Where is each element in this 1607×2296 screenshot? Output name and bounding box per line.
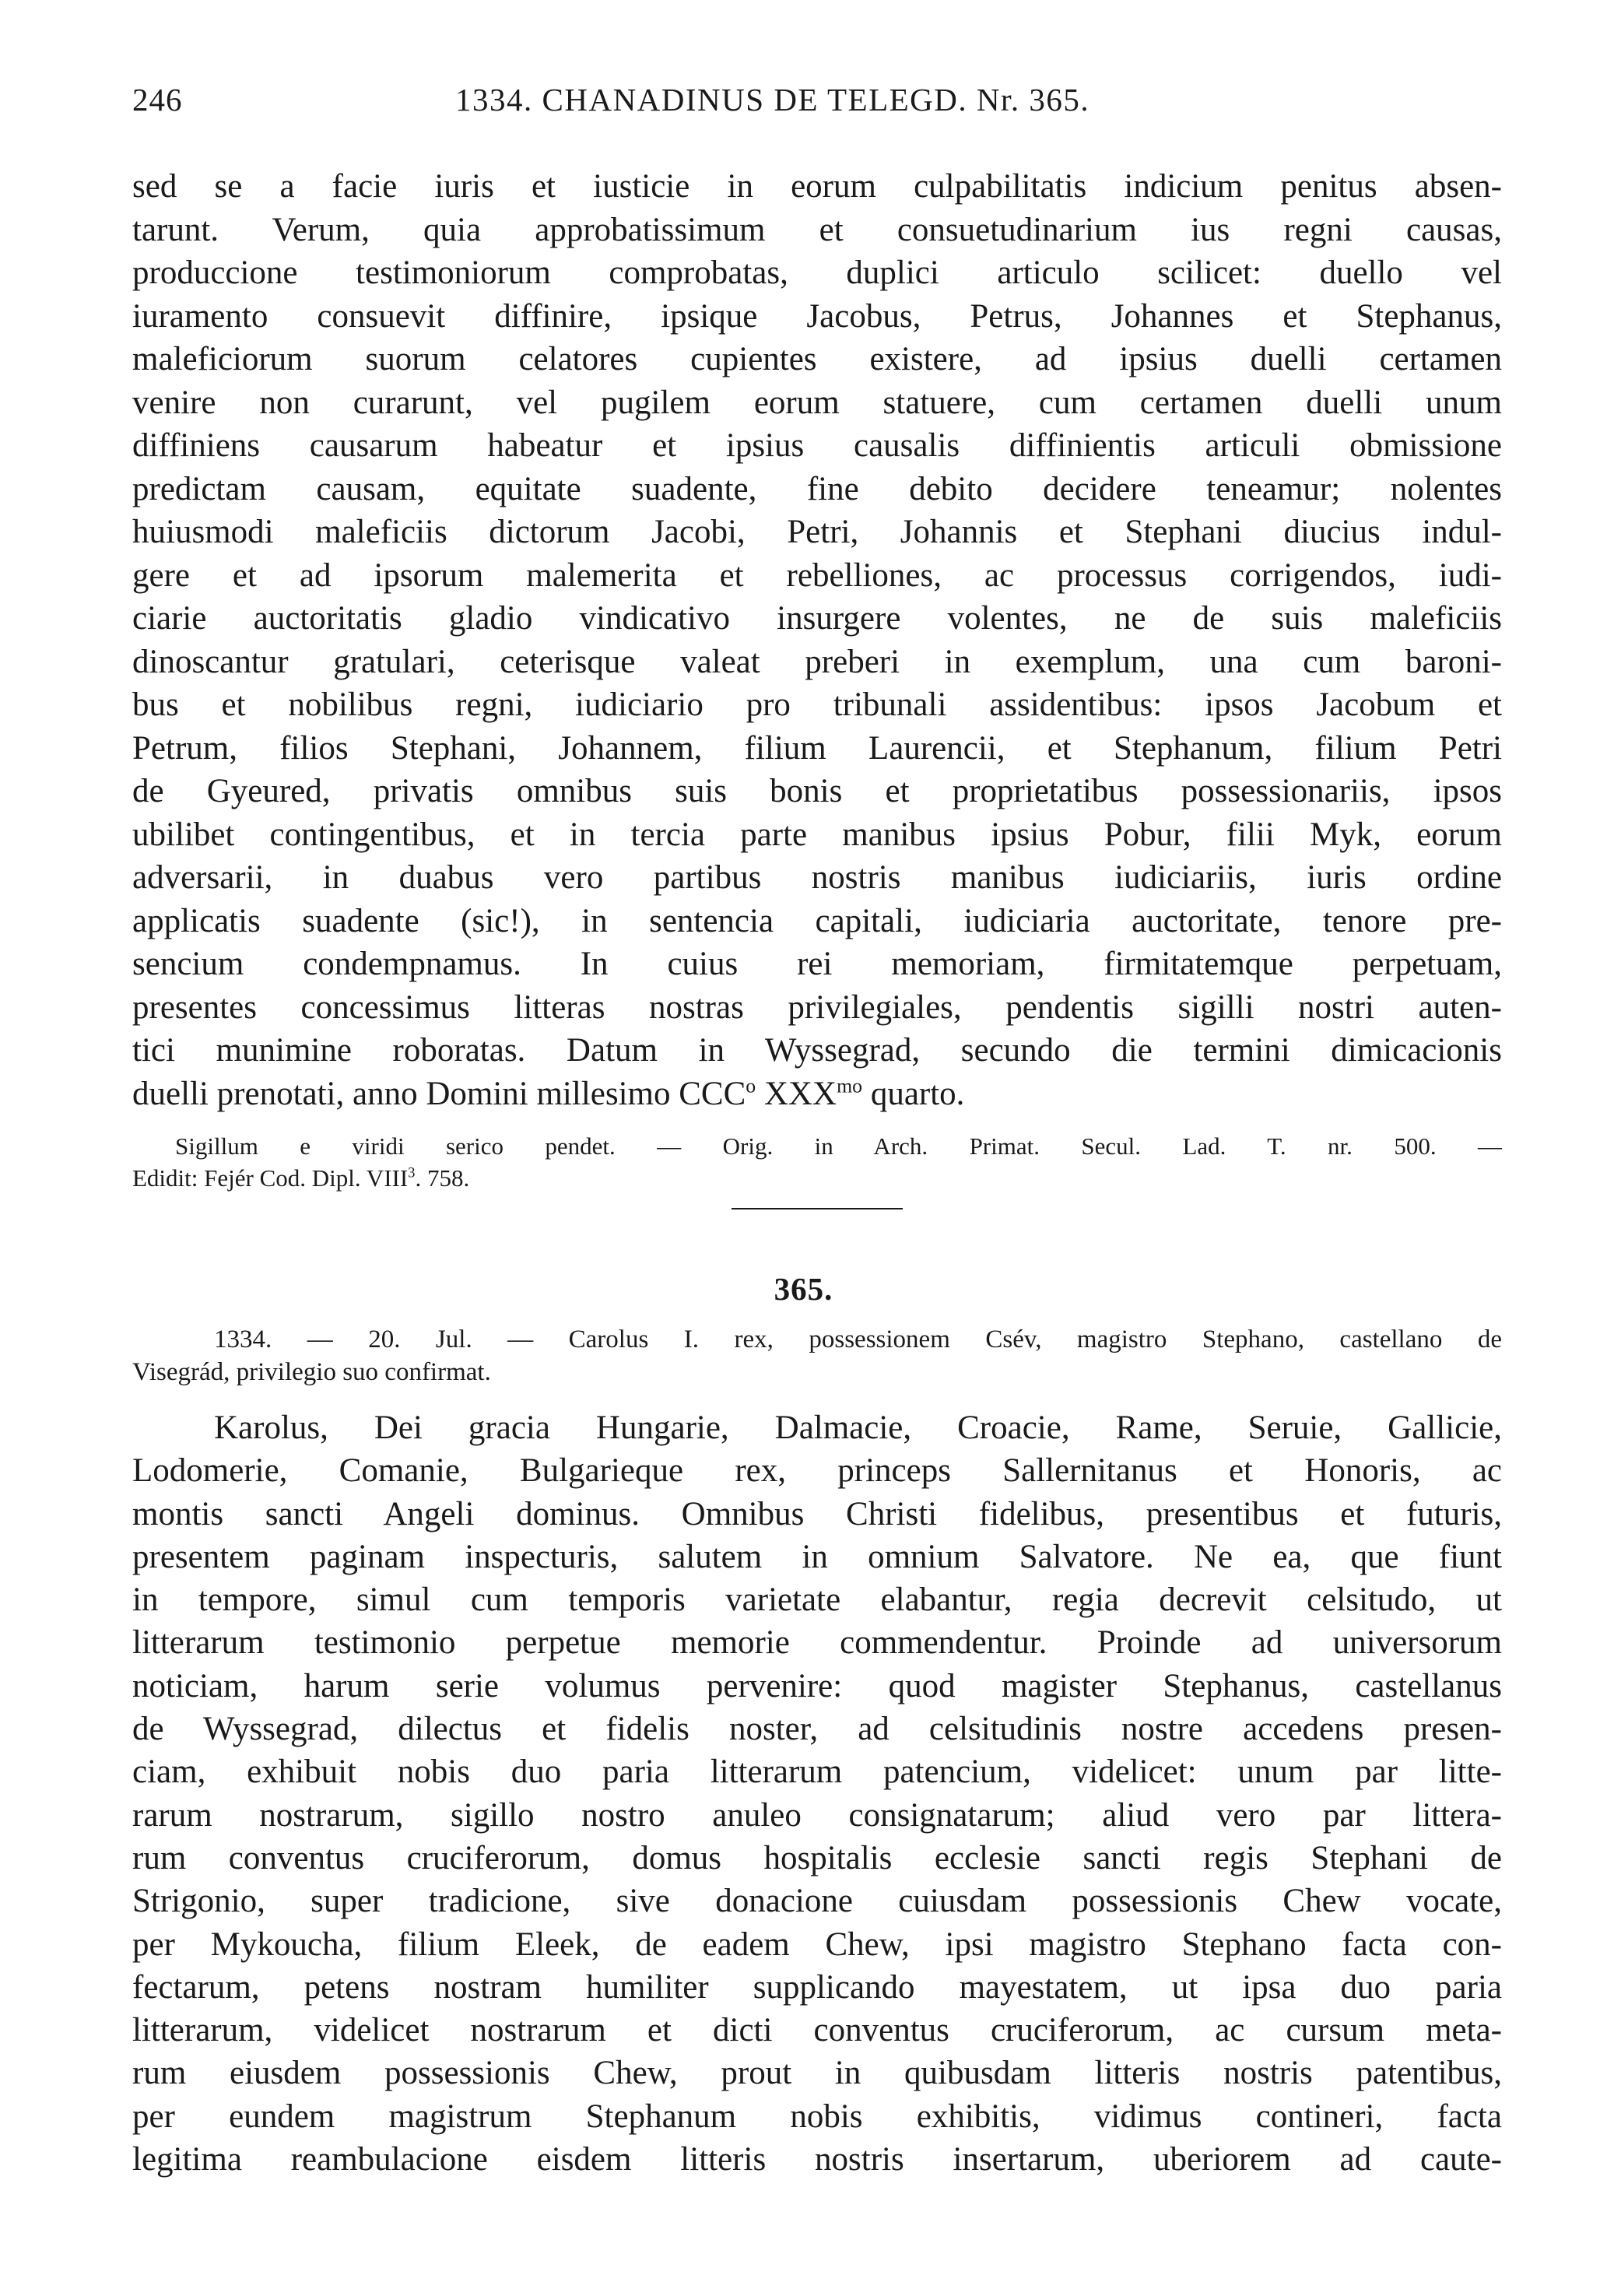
superscript: o — [746, 1074, 756, 1097]
text-line: de Wyssegrad, dilectus et fidelis noster, ad celsitudinis nostre accedens presen- — [132, 1711, 1502, 1748]
date-text: duelli prenotati, anno Domini millesimo CCC — [132, 1075, 746, 1112]
text-line: Karolus, Dei gracia Hungarie, Dalmacie, Croacie, Rame, Seruie, Gallicie, — [214, 1410, 1502, 1446]
source-note-line: Sigillum e viridi serico pendet. — Orig. in Arch. Primat. Secul. Lad. T. nr. 500. — — [175, 1132, 1502, 1160]
text-line: dinoscantur gratulari, ceterisque valeat preberi in exemplum, una cum baroni- — [132, 643, 1502, 680]
edition-reference: Edidit: Fejér Cod. Dipl. VIII — [132, 1164, 409, 1192]
text-line: ciarie auctoritatis gladio vindicativo insurgere volentes, ne de suis maleficiis — [132, 600, 1502, 637]
text-line-final — [132, 1073, 1502, 1116]
text-line: produccione testimoniorum comprobatas, duplici articulo scilicet: duello vel — [132, 255, 1502, 291]
text-line: rum eiusdem possessionis Chew, prout in quibusdam litteris nostris patentibus, — [132, 2055, 1502, 2092]
text-line: sencium condempnamus. In cuius rei memoriam, firmitatemque perpetuam, — [132, 946, 1502, 982]
source-note-line — [132, 1162, 1502, 1194]
text-line: sed se a facie iuris et iusticie in eorum culpabilitatis indicium penitus absen- — [132, 168, 1502, 205]
text-line: per eundem magistrum Stephanum nobis exhibitis, vidimus contineri, facta — [132, 2098, 1502, 2135]
running-title: 1334. CHANADINUS DE TELEGD. Nr. 365. — [455, 82, 1090, 118]
text-line: iuramento consuevit diffinire, ipsique Jacobus, Petrus, Johannes et Stephanus, — [132, 297, 1502, 335]
charter-text-continuation — [132, 165, 1502, 1115]
source-note — [132, 1130, 1502, 1194]
text-line: Strigonio, super tradicione, sive donacione cuiusdam possessionis Chew vocate, — [132, 1883, 1502, 1920]
text-line: venire non curarunt, vel pugilem eorum statuere, cum certamen duelli unum — [132, 384, 1502, 421]
text-line: bus et nobilibus regni, iudiciario pro tribunali assidentibus: ipsos Jacobum et — [132, 686, 1502, 723]
text-line: fectarum, petens nostram humiliter supplicando mayestatem, ut ipsa duo paria — [132, 1968, 1502, 2006]
text-line: montis sancti Angeli dominus. Omnibus Christi fidelibus, presentibus et futuris, — [132, 1495, 1502, 1532]
text-line: noticiam, harum serie volumus pervenire: quod magister Stephanus, castellanus — [132, 1667, 1502, 1704]
text-line: presentes concessimus litteras nostras privilegiales, pendentis sigilli nostri auten- — [132, 988, 1502, 1026]
text-line: tarunt. Verum, quia approbatissimum et consuetudinarium ius regni causas, — [132, 211, 1502, 248]
date-text: quarto. — [862, 1075, 965, 1112]
text-line: litterarum testimonio perpetue memorie commendentur. Proinde ad universorum — [132, 1624, 1502, 1662]
text-line: de Gyeured, privatis omnibus suis bonis et proprietatibus possessionariis, ipsos — [132, 773, 1502, 809]
text-line: applicatis suadente (sic!), in sentencia capitali, iudiciaria auctoritate, tenore pre- — [132, 902, 1502, 939]
regest-line: Visegrád, privilegio suo confirmat. — [132, 1358, 491, 1386]
text-line: presentem paginam inspecturis, salutem in omnium Salvatore. Ne ea, que fiunt — [132, 1538, 1502, 1575]
charter-text — [132, 1406, 1502, 2181]
superscript: 3 — [408, 1164, 416, 1181]
text-line: diffiniens causarum habeatur et ipsius causalis diffinientis articuli obmissione — [132, 427, 1502, 464]
text-line: per Mykoucha, filium Eleek, de eadem Chew, ipsi magistro Stephano facta con- — [132, 1926, 1502, 1963]
regest-summary — [132, 1323, 1502, 1388]
text-line: ciam, exhibuit nobis duo paria litterarum patencium, videlicet: unum par litte- — [132, 1754, 1502, 1791]
text-line: Lodomerie, Comanie, Bulgarieque rex, princeps Sallernitanus et Honoris, ac — [132, 1452, 1502, 1490]
text-line: rarum nostrarum, sigillo nostro anuleo consignatarum; aliud vero par littera- — [132, 1796, 1502, 1834]
text-line: legitima reambulacione eisdem litteris nostris insertarum, uberiorem ad caute- — [132, 2141, 1502, 2178]
text-line: gere et ad ipsorum malemerita et rebelliones, ac processus corrigendos, iudi- — [132, 556, 1502, 594]
text-line: litterarum, videlicet nostrarum et dicti conventus cruciferorum, ac cursum meta- — [132, 2012, 1502, 2049]
text-line: maleficiorum suorum celatores cupientes existere, ad ipsius duelli certamen — [132, 341, 1502, 377]
date-text: XXX — [756, 1075, 837, 1112]
running-header — [132, 81, 1206, 128]
document-number: 365. — [774, 1271, 833, 1307]
edition-reference: . 758. — [415, 1164, 470, 1192]
superscript: mo — [837, 1074, 863, 1097]
text-line: in tempore, simul cum temporis varietate elabantur, regia decrevit celsitudo, ut — [132, 1582, 1502, 1619]
text-line: rum conventus cruciferorum, domus hospitalis ecclesie sancti regis Stephani de — [132, 1839, 1502, 1876]
text-line: tici munimine roboratas. Datum in Wyssegrad, secundo die termini dimicacionis — [132, 1032, 1502, 1069]
text-line: Petrum, filios Stephani, Johannem, filium Laurencii, et Stephanum, filium Petri — [132, 729, 1502, 767]
text-line: ubilibet contingentibus, et in tercia parte manibus ipsius Pobur, filii Myk, eorum — [132, 816, 1502, 853]
section-divider — [732, 1208, 903, 1209]
text-line: huiusmodi maleficiis dictorum Jacobi, Petri, Johannis et Stephani diucius indul- — [132, 514, 1502, 550]
text-line: adversarii, in duabus vero partibus nostris manibus iudiciariis, iuris ordine — [132, 859, 1502, 896]
text-line: predictam causam, equitate suadente, fine debito decidere teneamur; nolentes — [132, 470, 1502, 507]
regest-line: 1334. — 20. Jul. — Carolus I. rex, possessionem Csév, magistro Stephano, castellano de — [214, 1325, 1502, 1353]
page-number: 246 — [132, 82, 183, 118]
